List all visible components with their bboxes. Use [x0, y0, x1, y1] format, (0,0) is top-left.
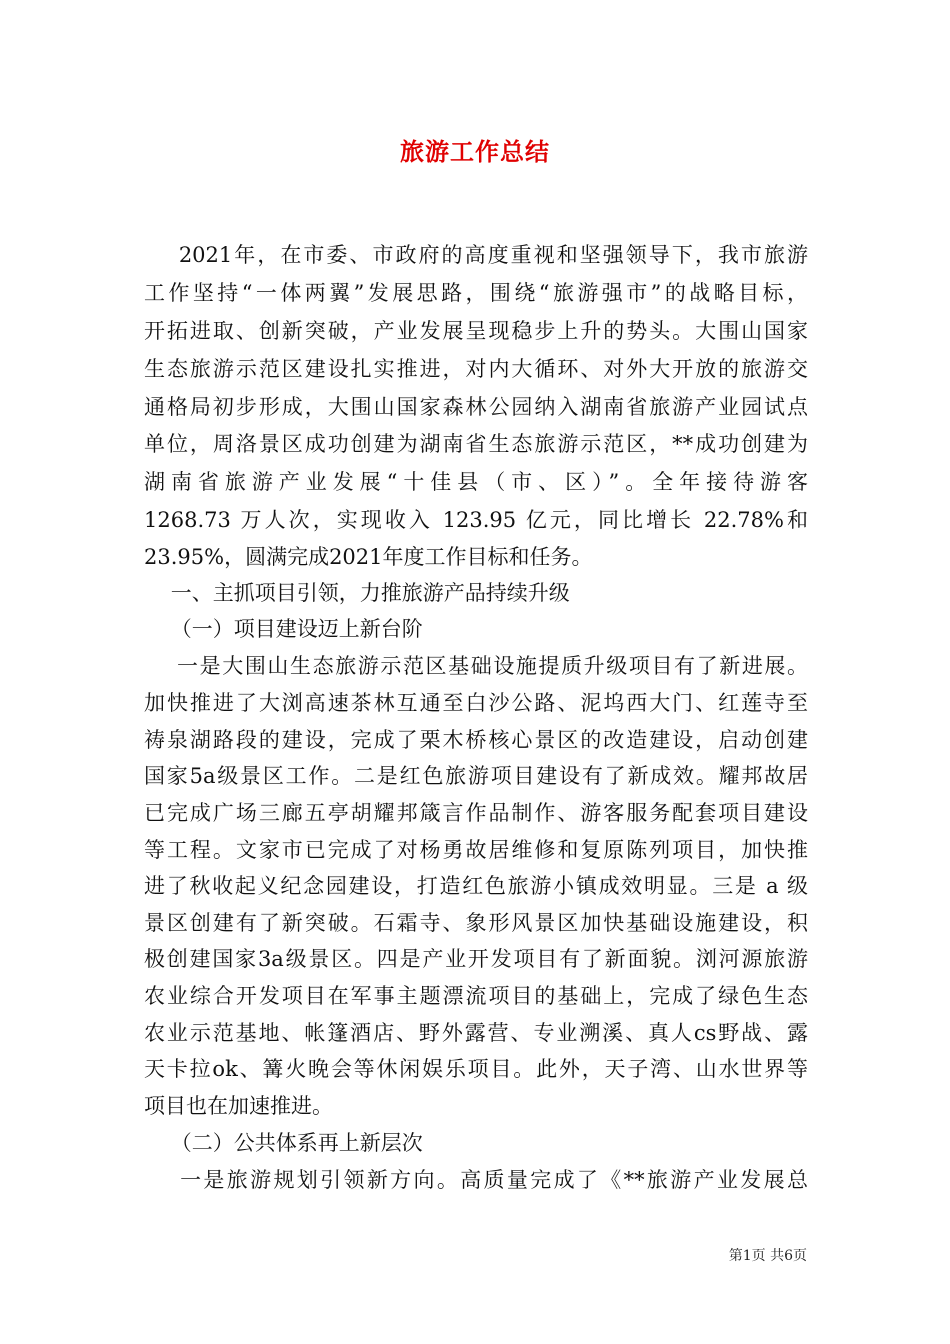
- paragraph-line: 景区创建有了新突破。石霜寺、象形风景区加快基础设施建设，积: [144, 911, 808, 935]
- paragraph-line: 加快推进了大浏高速茶林互通至白沙公路、泥坞西大门、红莲寺至: [144, 691, 808, 715]
- paragraph-line: 工作坚持“一体两翼”发展思路，围绕“旅游强市”的战略目标，: [144, 281, 808, 305]
- paragraph-line: 一是大围山生态旅游示范区基础设施提质升级项目有了新进展。: [144, 654, 808, 678]
- paragraph-line: 农业示范基地、帐篷酒店、野外露营、专业溯溪、真人cs野战、露: [144, 1021, 808, 1045]
- paragraph-line: 已完成广场三廊五亭胡耀邦箴言作品制作、游客服务配套项目建设: [144, 801, 808, 825]
- subsection-heading: （二）公共体系再上新层次: [144, 1131, 423, 1155]
- paragraph-line: 生态旅游示范区建设扎实推进，对内大循环、对外大开放的旅游交: [144, 357, 808, 381]
- paragraph-line: 1268.73 万人次，实现收入 123.95 亿元，同比增长 22.78%和: [144, 508, 808, 532]
- paragraph-line: 进了秋收起义纪念园建设，打造红色旅游小镇成效明显。三是 a 级: [144, 874, 808, 898]
- paragraph-line: 开拓进取、创新突破，产业发展呈现稳步上升的势头。大围山国家: [144, 319, 808, 343]
- subsection-heading: （一）项目建设迈上新台阶: [144, 617, 423, 641]
- section-heading: 一、主抓项目引领，力推旅游产品持续升级: [144, 581, 570, 605]
- paragraph-line: 一是旅游规划引领新方向。高质量完成了《**旅游产业发展总: [144, 1168, 808, 1192]
- document-title: 旅游工作总结: [400, 137, 550, 166]
- paragraph-line: 极创建国家3a级景区。四是产业开发项目有了新面貌。浏河源旅游: [144, 947, 808, 971]
- page-number-footer: 第1页 共6页: [728, 1248, 807, 1264]
- paragraph-line: 单位，周洛景区成功创建为湖南省生态旅游示范区，**成功创建为: [144, 432, 808, 456]
- paragraph-line: 天卡拉ok、篝火晚会等休闲娱乐项目。此外，天子湾、山水世界等: [144, 1057, 808, 1081]
- paragraph-line: 湖南省旅游产业发展“十佳县（市、区）”。全年接待游客: [144, 470, 808, 494]
- paragraph-line: 等工程。文家市已完成了对杨勇故居维修和复原陈列项目，加快推: [144, 838, 808, 862]
- paragraph-line: 23.95%，圆满完成2021年度工作目标和任务。: [144, 545, 593, 569]
- paragraph-line: 农业综合开发项目在军事主题漂流项目的基础上，完成了绿色生态: [144, 984, 808, 1008]
- paragraph-line: 通格局初步形成，大围山国家森林公园纳入湖南省旅游产业园试点: [144, 395, 808, 419]
- paragraph-line: 2021年，在市委、市政府的高度重视和坚强领导下，我市旅游: [144, 243, 808, 267]
- paragraph-line: 祷泉湖路段的建设，完成了栗木桥核心景区的改造建设，启动创建: [144, 728, 808, 752]
- paragraph-line: 项目也在加速推进。: [144, 1094, 333, 1118]
- paragraph-line: 国家5a级景区工作。二是红色旅游项目建设有了新成效。耀邦故居: [144, 764, 808, 788]
